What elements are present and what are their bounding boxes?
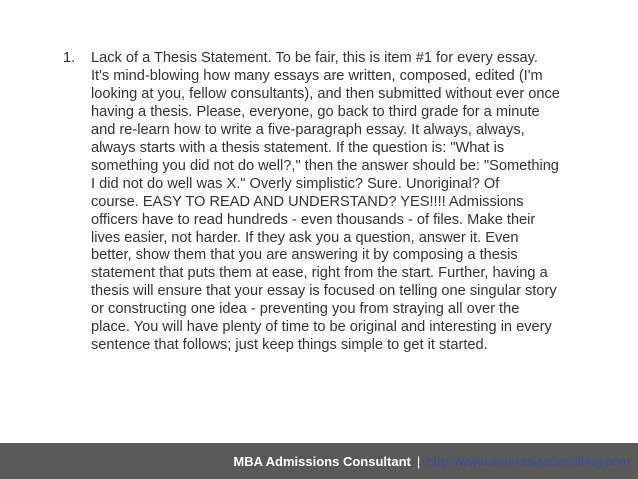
text-line: always starts with a thesis statement. If the question is: "What is: [91, 139, 505, 156]
text-line: thesis will ensure that your essay is focused on telling one singular story: [91, 283, 557, 300]
text-line: It's mind-blowing how many essays are written, composed, edited (I'm: [91, 67, 543, 84]
text-line: or constructing one idea - preventing you from straying all over the: [91, 301, 520, 318]
text-line: lives easier, not harder. If they ask you a question, answer it. Even: [91, 229, 519, 246]
text-line: having a thesis. Please, everyone, go back to third grade for a minute: [91, 103, 540, 120]
text-line: officers have to read hundreds - even thousands - of files. Make their: [91, 211, 536, 228]
footer-bar: [0, 443, 638, 479]
footer-content: [233, 454, 630, 469]
footer-brand: MBA Admissions Consultant: [233, 453, 411, 469]
list-item-number: 1.: [63, 50, 76, 66]
footer-url-link[interactable]: http://www.amerasiaconsulting.com: [426, 453, 630, 469]
text-line: better, show them that you are answering it by composing a thesis: [91, 247, 518, 264]
text-line: Lack of a Thesis Statement. To be fair, this is item #1 for every essay.: [91, 50, 538, 66]
text-line: and re-learn how to write a five-paragraph essay. It always, always,: [91, 121, 525, 138]
text-line: sentence that follows; just keep things simple to get it started.: [91, 337, 488, 354]
text-line: something you did not do well?," then the answer should be: "Something: [91, 157, 559, 174]
list-item-text: [91, 50, 611, 355]
text-line: course. EASY TO READ AND UNDERSTAND? YES!!!! Admissions: [91, 193, 524, 210]
footer-separator: |: [416, 453, 421, 469]
text-line: place. You will have plenty of time to be original and interesting in every: [91, 319, 552, 336]
text-line: statement that puts them at ease, right from the start. Further, having a: [91, 265, 548, 282]
text-line: looking at you, fellow consultants), and then submitted without ever once: [91, 85, 560, 102]
list-item: [63, 50, 611, 355]
text-line: I did not do well was X." Overly simplistic? Sure. Unoriginal? Of: [91, 175, 500, 192]
